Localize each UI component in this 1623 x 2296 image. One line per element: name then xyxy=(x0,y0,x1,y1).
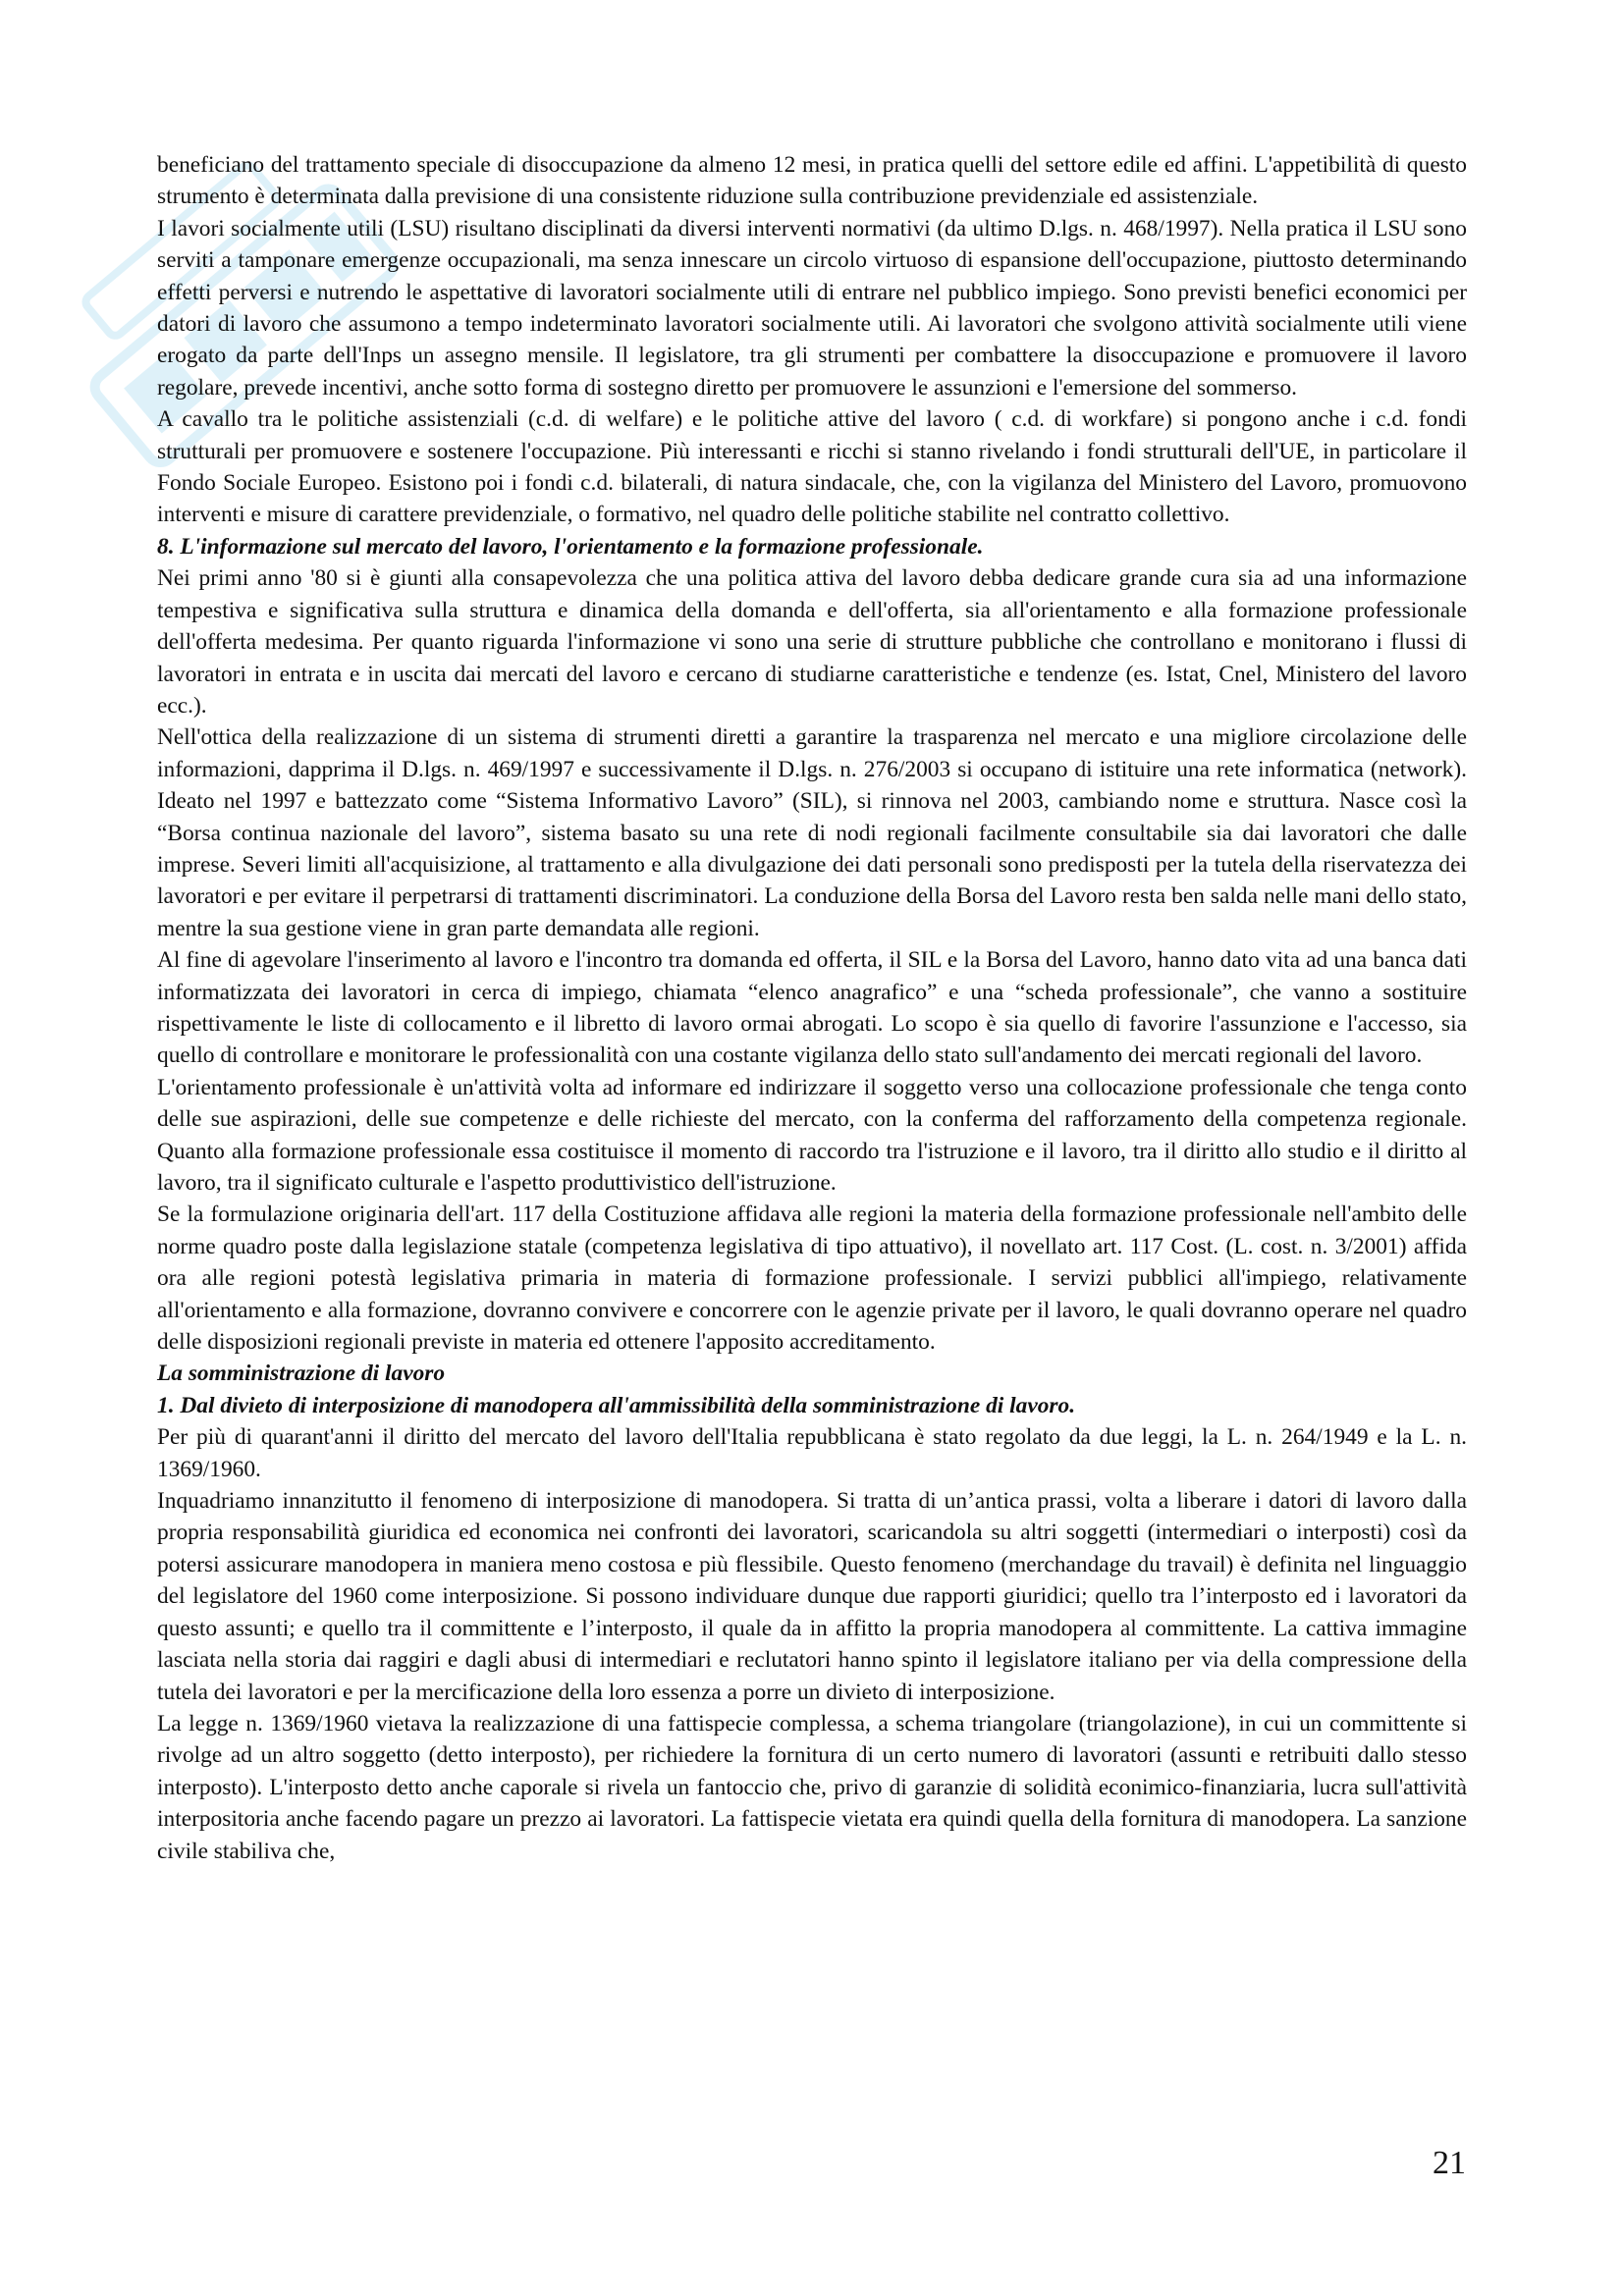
paragraph: Se la formulazione originaria dell'art. 117 della Costituzione affidava alle regioni la materia della formazione professionale nell'ambito delle norme quadro poste dalla legislazione statale (competenza legislativa di tipo attuativo), il novellato art. 117 Cost. (L. cost. n. 3/2001) affida ora alle regioni potestà legislativa primaria in materia di formazione professionale. I servizi pubblici all'impiego, relativamente all'orientamento e alla formazione, dovranno convivere e concorrere con le agenzie private per il lavoro, le quali dovranno operare nel quadro delle disposizioni regionali previste in materia ed ottenere l'apposito accreditamento. xyxy=(157,1201,1467,1356)
paragraph: Nell'ottica della realizzazione di un sistema di strumenti diretti a garantire la trasparenza nel mercato e una migliore circolazione delle informazioni, dapprima il D.lgs. n. 469/1997 e successivamente il D.lgs. n. 276/2003 si occupano di istituire una rete informatica (network). Ideato nel 1997 e battezzato come “Sistema Informativo Lavoro” (SIL), si rinnova nel 2003, cambiando nome e struttura. Nasce così la “Borsa continua nazionale del lavoro”, sistema basato su una rete di nodi regionali facilmente consultabile sia dai lavoratori che dalle imprese. Severi limiti all'acquisizione, al trattamento e alla divulgazione dei dati personali sono predisposti per la tutela della riservatezza dei lavoratori e per evitare il perpetrarsi di trattamenti discriminatori. La conduzione della Borsa del Lavoro resta ben salda nelle mani dello stato, mentre la sua gestione viene in gran parte demandata alle regioni. xyxy=(157,724,1467,941)
page-number: 21 xyxy=(1433,2145,1466,2181)
paragraph: Al fine di agevolare l'inserimento al lavoro e l'incontro tra domanda ed offerta, il SIL e la Borsa del Lavoro, hanno dato vita ad una banca dati informatizzata dei lavoratori in cerca di impiego, chiamata “elenco anagrafico” e una “scheda professionale”, che vanno a sostituire rispettivamente le liste di collocamento e il libretto di lavoro ormai abrogati. Lo scopo è sia quello di favorire l'assunzione e l'accesso, sia quello di controllare e monitorare le professionalità con una costante vigilanza dello stato sull'andamento dei mercati regionali del lavoro. xyxy=(157,947,1467,1069)
paragraph: La legge n. 1369/1960 vietava la realizzazione di una fattispecie complessa, a schema triangolare (triangolazione), in cui un committente si rivolge ad un altro soggetto (detto interposto), per richiedere la fornitura di un certo numero di lavoratori (assunti e retribuiti dallo stesso interposto). L'interposto detto anche caporale si rivela un fantoccio che, privo di garanzie di solidità econimico-finanziaria, lucra sull'attività interpositoria anche facendo pagare un prezzo ai lavoratori. La fattispecie vietata era quindi quella della fornitura di manodopera. La sanzione civile stabiliva che, xyxy=(157,1710,1467,1864)
paragraph: Per più di quarant'anni il diritto del mercato del lavoro dell'Italia repubblicana è stato regolato da due leggi, la L. n. 264/1949 e la L. n. 1369/1960. xyxy=(157,1424,1467,1482)
section-heading: La somministrazione di lavoro xyxy=(157,1361,446,1387)
paragraph: L'orientamento professionale è un'attività volta ad informare ed indirizzare il soggetto verso una collocazione professionale che tenga conto delle sue aspirazioni, delle sue competenze e delle richieste del mercato, con la conferma del rafforzamento della competenza regionale. Quanto alla formazione professionale essa costituisce il momento di raccordo tra l'istruzione e il lavoro, tra il diritto allo studio e il diritto al lavoro, tra il significato culturale e l'aspetto produttivistico dell'istruzione. xyxy=(157,1074,1467,1196)
section-heading: 1. Dal divieto di interposizione di manodopera all'ammissibilità della somministrazione di lavoro. xyxy=(157,1392,1076,1418)
paragraph: Nei primi anno '80 si è giunti alla consapevolezza che una politica attiva del lavoro debba dedicare grande cura sia ad una informazione tempestiva e significativa sulla struttura e dinamica della domanda e dell'offerta, sia all'orientamento e alla formazione professionale dell'offerta medesima. Per quanto riguarda l'informazione vi sono una serie di strutture pubbliche che controllano e monitorano i flussi di lavoratori in entrata e in uscita dai mercati del lavoro e cercano di studiarne caratteristiche e tendenze (es. Istat, Cnel, Ministero del lavoro ecc.). xyxy=(157,565,1467,719)
paragraph: beneficiano del trattamento speciale di disoccupazione da almeno 12 mesi, in pratica quelli del settore edile ed affini. L'appetibilità di questo strumento è determinata dalla previsione di una consistente riduzione sulla contribuzione previdenziale ed assistenziale. xyxy=(157,152,1467,210)
paragraph: Inquadriamo innanzitutto il fenomeno di interposizione di manodopera. Si tratta di un’antica prassi, volta a liberare i datori di lavoro dalla propria responsabilità giuridica ed economica nei confronti dei lavoratori, scaricandola su altri soggetti (intermediari o interposti) così da potersi assicurare manodopera in maniera meno costosa e più flessibile. Questo fenomeno (merchandage du travail) è definita nel linguaggio del legislatore del 1960 come interposizione. Si possono individuare dunque due rapporti giuridici; quello tra l’interposto ed i lavoratori da questo assunti; e quello tra il committente e l’interposto, il quale da in affitto la propria manodopera al committente. La cattiva immagine lasciata nella storia dai raggiri e dagli abusi di intermediari e reclutatori hanno spinto il legislatore italiano per via della compressione della tutela dei lavoratori e per la mercificazione della loro essenza a porre un divieto di interposizione. xyxy=(157,1488,1467,1705)
paragraph: A cavallo tra le politiche assistenziali (c.d. di welfare) e le politiche attive del lavoro ( c.d. di workfare) si pongono anche i c.d. fondi strutturali per promuovere e sostenere l'occupazione. Più interessanti e ricchi si stanno rivelando i fondi strutturali dell'UE, in particolare il Fondo Sociale Europeo. Esistono poi i fondi c.d. bilaterali, di natura sindacale, che, con la vigilanza del Ministero del Lavoro, promuovono interventi e misure di carattere previdenziale, o formativo, nel quadro delle politiche stabilite nel contratto collettivo. xyxy=(157,406,1467,528)
paragraph: I lavori socialmente utili (LSU) risultano disciplinati da diversi interventi normativi (da ultimo D.lgs. n. 468/1997). Nella pratica il LSU sono serviti a tamponare emergenze occupazionali, ma senza innescare un circolo virtuoso di espansione dell'occupazione, piuttosto determinando effetti perversi e nutrendo le aspettative di lavoratori socialmente utili di entrare nel pubblico impiego. Sono previsti benefici economici per datori di lavoro che assumono a tempo indeterminato lavoratori socialmente utili. Ai lavoratori che svolgono attività socialmente utili viene erogato da parte dell'Inps un assegno mensile. Il legislatore, tra gli strumenti per combattere la disoccupazione e promuovere il lavoro regolare, prevede incentivi, anche sotto forma di sostegno diretto per promuovere le assunzioni e l'emersione del sommerso. xyxy=(157,215,1467,400)
document-body xyxy=(157,149,1467,2211)
section-heading: 8. L'informazione sul mercato del lavoro, l'orientamento e la formazione professionale. xyxy=(157,533,984,560)
